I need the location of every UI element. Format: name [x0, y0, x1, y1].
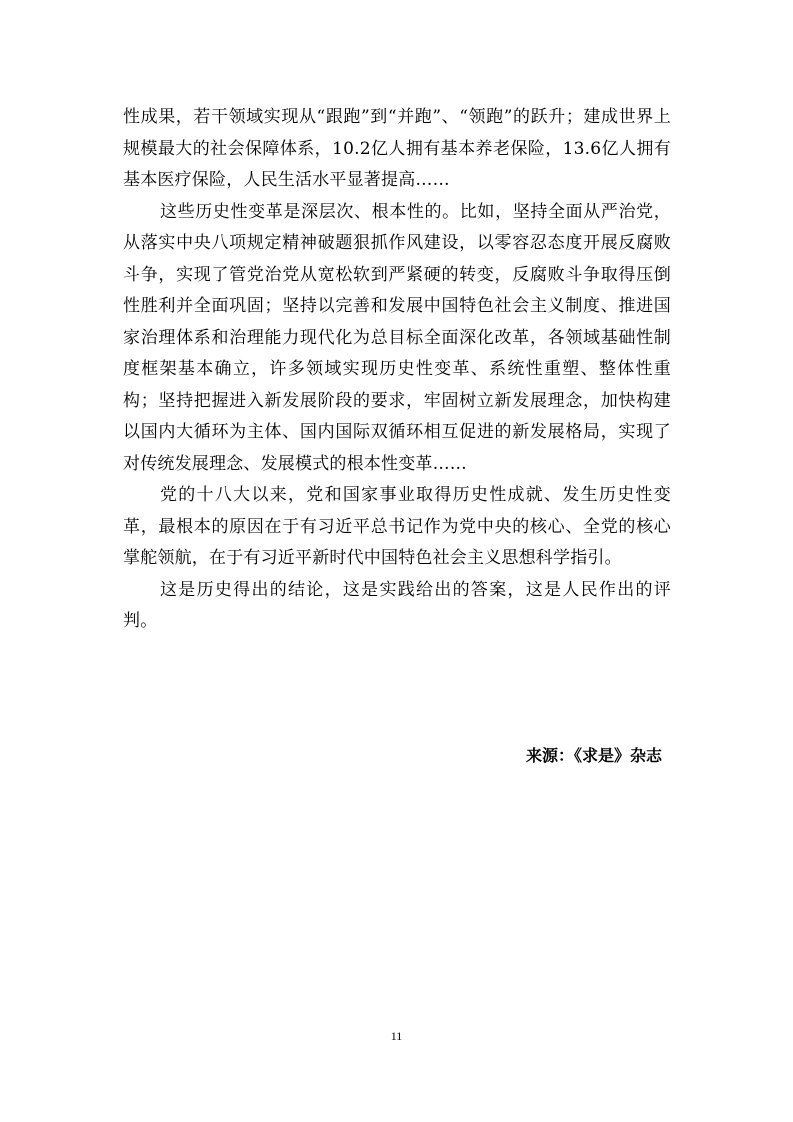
source-attribution: 来源：《求是》杂志	[525, 746, 662, 765]
page-number: 11	[390, 1029, 403, 1043]
paragraph-3: 党的十八大以来，党和国家事业取得历史性成就、发生历史性变革，最根本的原因在于有习近平总书记作为党中央的核心、全党的核心掌舵领航，在于有习近平新时代中国特色社会主义思想科学指引。	[123, 485, 671, 568]
article-body	[123, 102, 671, 638]
paragraph-1: 性成果，若干领域实现从“跟跑”到“并跑”、“领跑”的跃升；建成世界上规模最大的社会保障体系，10.2亿人拥有基本养老保险，13.6亿人拥有基本医疗保险，人民生活水平显著提高……	[123, 107, 671, 190]
paragraph-4: 这是历史得出的结论，这是实践给出的答案，这是人民作出的评判。	[123, 579, 671, 631]
paragraph-2: 这些历史性变革是深层次、根本性的。比如，坚持全面从严治党，从落实中央八项规定精神破题狠抓作风建设，以零容忍态度开展反腐败斗争，实现了管党治党从宽松软到严紧硬的转变，反腐败斗争取得压倒性胜利并全面巩固；坚持以完善和发展中国特色社会主义制度、推进国家治理体系和治理能力现代化为总目标全面深化改革，各领域基础性制度框架基本确立，许多领域实现历史性变革、系统性重塑、整体性重构；坚持把握进入新发展阶段的要求，牢固树立新发展理念，加快构建以国内大循环为主体、国内国际双循环相互促进的新发展格局，实现了对传统发展理念、发展模式的根本性变革……	[123, 201, 671, 474]
